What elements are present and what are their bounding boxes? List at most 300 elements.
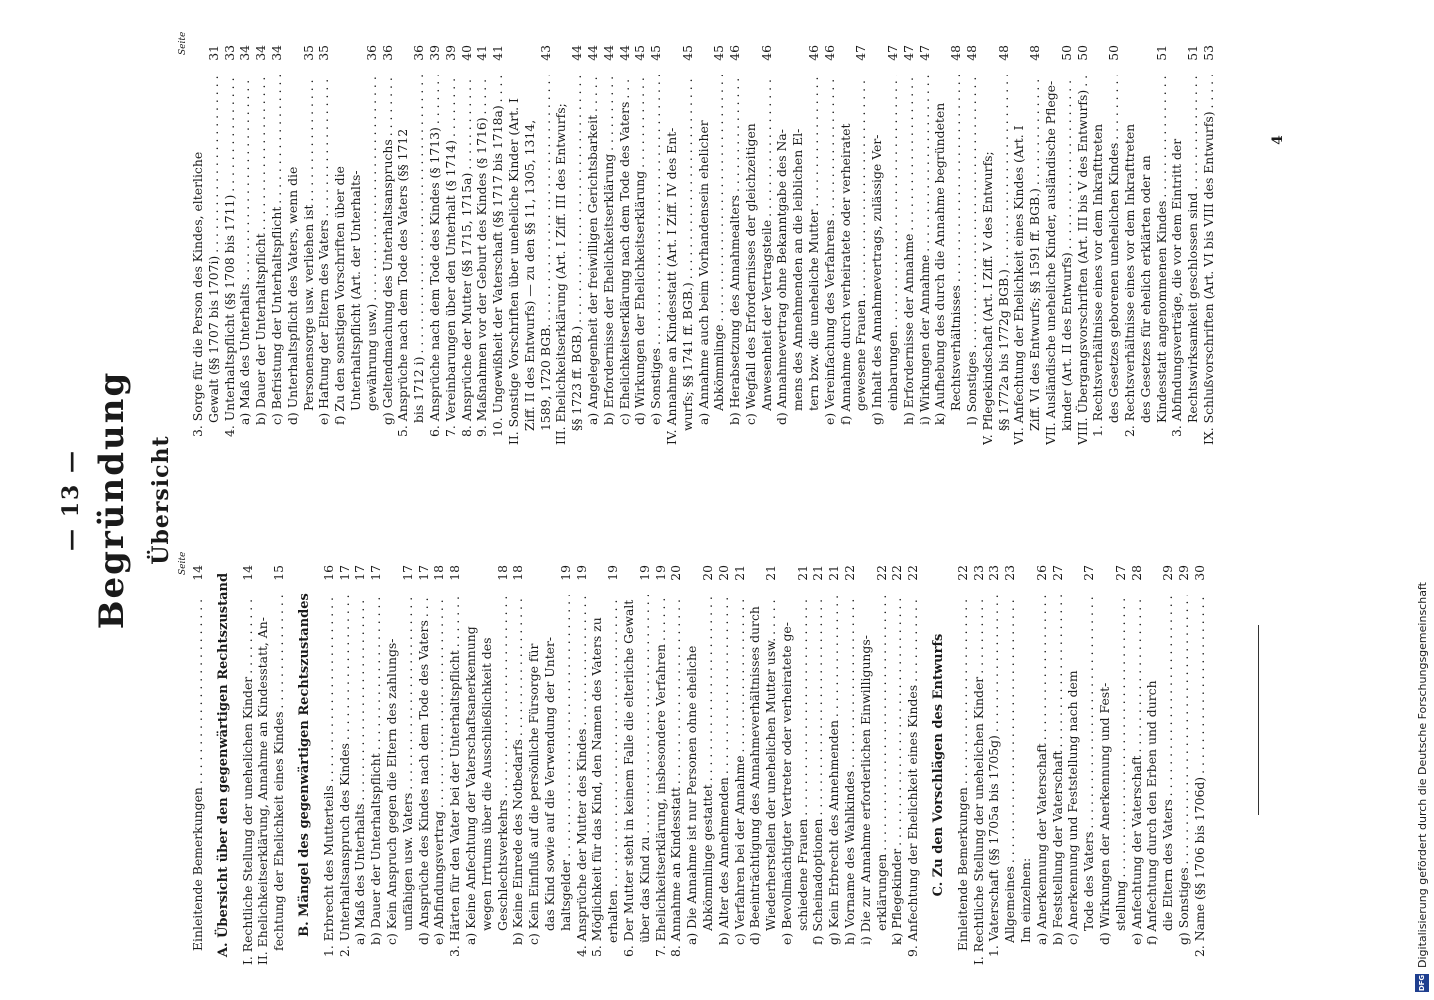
toc-entry xyxy=(474,45,490,445)
toc-entry-line: 3. Abfindungsverträge, die vor dem Eintritt der xyxy=(1169,138,1185,437)
toc-entry-line: des Gesetzes für ehelich erklärten oder an xyxy=(1137,155,1153,423)
toc-entry-line: c) Wegfall des Erfordernisses der gleichzeitigen xyxy=(742,123,758,425)
toc-entry-page: 40 xyxy=(458,45,474,61)
toc-entry-title: Geschlechtsverkehrs . . . xyxy=(495,595,511,931)
toc-entry xyxy=(337,565,353,965)
toc-entry xyxy=(763,565,779,965)
toc-entry-title: §§ 1723 ff. BGB.) . . . xyxy=(569,75,585,431)
toc-entry-line: Unterhaltspflicht (Art. der Unterhalts- xyxy=(347,170,363,411)
toc-entry-line: e) Bevollmächtigter Vertreter oder verheiratete ge- xyxy=(778,622,794,945)
toc-entry-line: 3. Sorge für die Person des Kindes, elterliche xyxy=(190,151,205,437)
toc-entry-title: erklärungen . . . xyxy=(874,595,890,931)
toc-entry xyxy=(971,565,987,965)
toc-entry xyxy=(716,565,732,965)
toc-entry-title: §§ 1772a bis 1772g BGB.) . . . xyxy=(996,75,1012,431)
toc-entry xyxy=(253,45,269,445)
toc-entry-page: 35 xyxy=(316,45,332,61)
digitization-note xyxy=(1410,0,1434,1000)
toc-entry-page: 30 xyxy=(1191,565,1207,581)
toc-entry-page: 48 xyxy=(964,45,980,61)
toc-entry-page: 43 xyxy=(537,45,553,61)
toc-entry-title: 6. Ansprüche nach dem Tode des Kindes (§ 1713) . . . xyxy=(427,75,443,437)
toc-entry-title: c) Befristung der Unterhaltspflicht . . . xyxy=(269,75,285,425)
toc-entry xyxy=(648,45,664,445)
toc-entry xyxy=(632,45,648,445)
toc-entry-page: 23 xyxy=(970,565,986,581)
toc-entry xyxy=(901,45,917,445)
dfg-logo-icon: DFG xyxy=(1415,974,1429,992)
toc-entry-page: 50 xyxy=(1106,45,1122,61)
toc-entry xyxy=(538,45,554,445)
toc-entry xyxy=(1160,565,1176,965)
toc-entry-page: 51 xyxy=(1153,45,1169,61)
toc-entry-line: d) Beeinträchtigung des Annahmeverhältnisses durch xyxy=(747,606,763,945)
toc-entry-title: Allgemeines . . . xyxy=(1002,595,1018,943)
toc-entry xyxy=(206,45,222,445)
toc-entry-title: d) Wirkungen der Ehelichkeitserklärung . . . xyxy=(632,75,648,425)
toc-entry-line: d) Annahmevertrag ohne Bekanntgabe des Na- xyxy=(774,129,790,425)
toc-entry-page: 17 xyxy=(352,565,368,581)
toc-entry xyxy=(1129,565,1145,965)
toc-section-heading: A. Übersicht über den gegenwärtigen Rechtszustand xyxy=(215,572,231,958)
toc-entry-title: Einleitende Bemerkungen . . . xyxy=(190,595,206,951)
toc-entry xyxy=(443,45,459,445)
toc-entry-page: 26 xyxy=(1033,565,1049,581)
toc-entry-page: 50 xyxy=(1074,45,1090,61)
toc-entry xyxy=(1185,45,1201,445)
toc-entry-page: 27 xyxy=(1049,565,1065,581)
toc-entry-title: Abkömmlinge gestattet . . . xyxy=(700,595,716,931)
toc-entry-line: c) Kein Einfluß auf die persönliche Fürsorge für xyxy=(526,643,542,945)
toc-entry-page: 34 xyxy=(268,45,284,61)
toc-entry-title: 9. Anfechtung der Ehelichkeit eines Kindes . . . xyxy=(905,595,921,957)
toc-entry xyxy=(732,565,748,965)
toc-entry-title: 4. Unterhaltspflicht (§§ 1708 bis 1711) . . . xyxy=(222,75,238,437)
toc-entry-page: 51 xyxy=(1185,45,1201,61)
toc-entry xyxy=(1050,565,1066,965)
toc-entry-title: fechtung der Ehelichkeit eines Kindes . . . xyxy=(271,595,287,951)
toc-entry-title: wurfs; §§ 1741 ff. BGB.) . . . xyxy=(680,75,696,431)
toc-entry xyxy=(617,45,633,445)
toc-entry-page: 29 xyxy=(1176,565,1192,581)
toc-entry-title: 7. Ehelichkeitserklärung, insbesondere Verfahren . . . xyxy=(653,595,669,957)
toc-entry-title: Tode des Vaters . . . xyxy=(1081,595,1097,931)
toc-entry-title: Rechtswirksamkeit geschlossen sind . . . xyxy=(1185,75,1201,423)
toc-entry-title: h) Erfordernisse der Annahme . . . xyxy=(901,75,917,425)
toc-entry-page: 45 xyxy=(679,45,695,61)
toc-entry-title: des Gesetzes geborenen unehelichen Kindes . . . xyxy=(1106,75,1122,423)
toc-entry-line: g) Inhalt des Annahmevertrags, zulässige Ver- xyxy=(869,134,885,425)
toc-entry xyxy=(510,565,526,965)
toc-entry xyxy=(237,45,253,445)
toc-entry-page: 18 xyxy=(447,565,463,581)
toc-entry xyxy=(680,45,696,445)
toc-entry-page: 18 xyxy=(431,565,447,581)
toc-entry xyxy=(727,45,743,445)
toc-entry-line: d) Wirkungen der Anerkennung und Fest- xyxy=(1097,682,1113,945)
digitization-text: Digitalisierung gefördert durch die Deutsche Forschungsgemeinschaft xyxy=(1415,582,1429,968)
toc-entry xyxy=(601,45,617,445)
toc-entry-title: über das Kind zu . . . xyxy=(637,595,653,943)
toc-entry-page: 45 xyxy=(648,45,664,61)
toc-entry-title: 9. Maßnahmen vor der Geburt des Kindes (§ 1716) . . . xyxy=(474,75,490,437)
toc-entry xyxy=(416,565,432,965)
toc-entry xyxy=(711,45,727,445)
toc-entry-line: wegen Irrtums über die Ausschließlichkeit des xyxy=(478,637,494,931)
column-divider-line xyxy=(1258,625,1259,815)
toc-entry-title: b) Keine Einrede des Notbedarfs . . . xyxy=(510,595,526,945)
toc-entry-title: l) Sonstiges . . . xyxy=(964,75,980,425)
toc-entry-title: Einleitende Bemerkungen . . . xyxy=(955,595,971,951)
toc-entry-line: 5. Ansprüche nach dem Tode des Vaters (§§ 1712 xyxy=(395,128,411,437)
toc-entry xyxy=(964,45,980,445)
toc-entry-page: 41 xyxy=(474,45,490,61)
toc-column-right xyxy=(190,45,1217,445)
toc-entry-line: c) Kein Anspruch gegen die Eltern des zahlungs- xyxy=(383,638,399,945)
toc-entry xyxy=(269,45,285,445)
toc-entry-title: 1. Erbrecht des Mutterteils . . . xyxy=(321,595,337,957)
toc-section-heading: C. Zu den Vorschlägen des Entwurfs xyxy=(931,633,947,897)
toc-entry-page: 22 xyxy=(905,565,921,581)
toc-entry xyxy=(569,45,585,445)
toc-entry xyxy=(955,565,971,965)
toc-entry-title: b) Dauer der Unterhaltspflicht . . . xyxy=(368,595,384,945)
toc-entry-page: 47 xyxy=(900,45,916,61)
toc-entry-page: 19 xyxy=(573,565,589,581)
toc-entry xyxy=(853,45,869,445)
toc-entry-page: 41 xyxy=(490,45,506,61)
toc-entry-page: 34 xyxy=(253,45,269,61)
toc-entry-page: 36 xyxy=(379,45,395,61)
toc-entry-title: f) Scheinadoptionen . . . xyxy=(810,595,826,945)
toc-entry-title: a) Angelegenheit der freiwilligen Gerichtsbarkeit . . . xyxy=(585,75,601,425)
toc-entry-title: b) Dauer der Unterhaltspflicht . . . xyxy=(253,75,269,425)
toc-entry-page: 45 xyxy=(711,45,727,61)
toc-entry-title: kinder (Art. II des Entwurfs) . . . xyxy=(1059,75,1075,431)
toc-entry xyxy=(996,45,1012,445)
toc-entry xyxy=(1176,565,1192,965)
toc-entry-title: e) Vereinfachung des Verfahrens . . . xyxy=(822,75,838,425)
toc-entry-title: 2. Name (§§ 1706 bis 1706d) . . . xyxy=(1192,595,1208,957)
toc-entry-title: b) Erfordernisse der Ehelichkeitserklärung . . . xyxy=(601,75,617,425)
seite-label-left: Seite xyxy=(178,551,188,575)
toc-entry-page: 47 xyxy=(853,45,869,61)
toc-entry-page: 44 xyxy=(600,45,616,61)
toc-entry-line: II. Ehelichkeitserklärung, Annahme an Kindesstatt, An- xyxy=(255,617,271,965)
toc-entry-page: 17 xyxy=(415,565,431,581)
toc-entry-title: h) Vorname des Wahlkindes . . . xyxy=(842,595,858,945)
toc-entry-page: 19 xyxy=(605,565,621,581)
toc-entry-title: IX. Schlußvorschriften (Art. VI bis VIII des Entwurfs) . . . xyxy=(1201,75,1217,445)
toc-entry xyxy=(605,565,621,965)
toc-entry xyxy=(948,45,964,445)
toc-entry-page: 46 xyxy=(727,45,743,61)
toc-entry xyxy=(810,565,826,965)
toc-entry-page: 20 xyxy=(699,565,715,581)
toc-entry-title: 3. Härten für den Vater bei der Unterhaltspflicht . . . xyxy=(447,595,463,957)
toc-entry-line: Ziff. II des Entwurfs) — zu den §§ 11, 1305, 1314, xyxy=(521,119,537,431)
toc-entry-line: f) Zu den sonstigen Vorschriften über die xyxy=(332,166,348,425)
toc-entry xyxy=(1027,45,1043,445)
seite-label-right: Seite xyxy=(178,31,188,55)
toc-entry xyxy=(1075,45,1091,445)
toc-entry-page: 18 xyxy=(510,565,526,581)
toc-entry-page: 28 xyxy=(1128,565,1144,581)
toc-entry-title: Ziff. VI des Entwurfs; §§ 1591 ff. BGB.) . . . xyxy=(1027,75,1043,431)
toc-entry-page: 31 xyxy=(205,45,221,61)
toc-entry-title: b) Herabsetzung des Annahmealters . . . xyxy=(727,75,743,425)
toc-entry-page: 15 xyxy=(271,565,287,581)
toc-entry-title: 8. Ansprüche der Mutter (§§ 1715, 1715a) . . . xyxy=(459,75,475,437)
toc-entry-page: 48 xyxy=(948,45,964,61)
toc-entry xyxy=(905,565,921,965)
page-subtitle: Übersicht xyxy=(148,435,174,565)
toc-entry-title: d) Ansprüche des Kindes nach dem Tode des Vaters . . . xyxy=(416,595,432,945)
toc-entry-line: das Kind sowie auf die Verwendung der Unter- xyxy=(541,636,557,931)
toc-entry xyxy=(889,565,905,965)
toc-entry xyxy=(826,565,842,965)
toc-entry-title: gewesene Frauen . . . xyxy=(853,75,869,411)
toc-entry-title: 2. Unterhaltsanspruch des Kindes . . . xyxy=(337,595,353,957)
toc-entry-line: 5. Möglichkeit für das Kind, den Namen des Vaters zu xyxy=(589,617,605,957)
toc-entry-title: bis 1712 i) . . . xyxy=(411,75,427,423)
toc-entry xyxy=(700,565,716,965)
toc-entry-title: Kindesstatt angenommenen Kindes . . . xyxy=(1154,75,1170,423)
toc-entry xyxy=(301,45,317,445)
toc-entry-page: 48 xyxy=(995,45,1011,61)
toc-entry-line: i) Die zur Annahme erforderlichen Einwilligungs- xyxy=(857,635,873,945)
toc-entry-page: 21 xyxy=(731,565,747,581)
toc-entry-page: 29 xyxy=(1160,565,1176,581)
toc-entry-title: erhalten . . . xyxy=(605,595,621,943)
toc-entry xyxy=(986,565,1002,965)
toc-entry-page: 14 xyxy=(239,565,255,581)
toc-entry-title: e) Abfindungsvertrag . . . xyxy=(431,595,447,945)
toc-entry xyxy=(316,45,332,445)
toc-entry xyxy=(885,45,901,445)
page-header: — 13 — xyxy=(58,449,84,551)
page-title: Begründung xyxy=(92,370,132,630)
toc-entry xyxy=(1192,565,1208,965)
toc-entry-line: II. Sonstige Vorschriften über uneheliche Kinder (Art. I xyxy=(505,98,521,445)
toc-entry-page: 17 xyxy=(368,565,384,581)
toc-entry-title: gewährung usw.) . . . xyxy=(364,75,380,411)
toc-entry-title: einbarungen . . . xyxy=(885,75,901,411)
toc-entry-line: k) Aufhebung des durch die Annahme begründeten xyxy=(932,102,948,425)
toc-entry-page: 46 xyxy=(806,45,822,61)
toc-entry-page: 21 xyxy=(810,565,826,581)
toc-entry-page: 19 xyxy=(557,565,573,581)
toc-entry xyxy=(411,45,427,445)
toc-entry-page: 39 xyxy=(442,45,458,61)
toc-entry xyxy=(1154,45,1170,445)
toc-entry-page: 18 xyxy=(494,565,510,581)
toc-entry xyxy=(1113,565,1129,965)
toc-entry-line: a) Annahme auch beim Vorhandensein ehelicher xyxy=(695,120,711,425)
toc-entry-page: 17 xyxy=(399,565,415,581)
toc-entry xyxy=(1059,45,1075,445)
toc-entry-title: a) Anerkennung der Vaterschaft . . . xyxy=(1034,595,1050,945)
toc-entry-page: 48 xyxy=(1027,45,1043,61)
toc-entry-title: I. Rechtliche Stellung der unehelichen Kinder . . . xyxy=(971,595,987,965)
toc-entry-title: e) Haftung der Eltern des Vaters . . . xyxy=(316,75,332,425)
toc-entry-page: 27 xyxy=(1081,565,1097,581)
toc-entry xyxy=(190,565,206,965)
toc-entry-title: Abkömmlinge . . . xyxy=(711,75,727,411)
toc-entry-title: k) Pflegekinder . . . xyxy=(889,595,905,945)
toc-entry-title: I. Rechtliche Stellung der unehelichen Kinder . . . xyxy=(240,595,256,965)
toc-entry-page: 20 xyxy=(668,565,684,581)
toc-entry xyxy=(1106,45,1122,445)
toc-entry-page: 20 xyxy=(715,565,731,581)
toc-entry-page: 19 xyxy=(652,565,668,581)
toc-entry-title: Wiederherstellen der unehelichen Mutter usw. . . . xyxy=(763,595,779,931)
toc-entry xyxy=(874,565,890,965)
toc-entry xyxy=(668,565,684,965)
toc-entry-page: 47 xyxy=(885,45,901,61)
toc-entry-page: 22 xyxy=(873,565,889,581)
toc-entry-title: die Eltern des Vaters . . . xyxy=(1160,595,1176,931)
toc-entry xyxy=(1201,45,1217,445)
toc-entry-line: 6. Der Mutter steht in keinem Falle die elterliche Gewalt xyxy=(620,599,636,957)
toc-entry-title: c) Verfahren bei der Annahme . . . xyxy=(732,595,748,945)
toc-entry xyxy=(431,565,447,965)
toc-entry-page: 39 xyxy=(426,45,442,61)
toc-entry-line: V. Pflegekindschaft (Art. I Ziff. V des Entwurfs; xyxy=(979,151,995,445)
toc-entry-line: VI. Anfechtung der Ehelichkeit eines Kindes (Art. I xyxy=(1011,125,1027,445)
toc-entry xyxy=(822,45,838,445)
toc-entry xyxy=(222,45,238,445)
toc-entry-title: stellung . . . xyxy=(1113,595,1129,931)
toc-entry-title: VIII. Übergangsvorschriften (Art. III bis V des Entwurfs) . . . xyxy=(1075,75,1091,445)
toc-entry-title: 7. Vereinbarungen über den Unterhalt (§ 1714) . . . xyxy=(443,75,459,437)
toc-entry xyxy=(585,45,601,445)
toc-entry-title: g) Geltendmachung des Unterhaltsanspruchs . . . xyxy=(380,75,396,425)
toc-entry-title: a) Maß des Unterhalts . . . xyxy=(237,75,253,425)
toc-entry-page: 46 xyxy=(821,45,837,61)
toc-entry xyxy=(459,45,475,445)
toc-entry xyxy=(352,565,368,965)
toc-entry-page: 21 xyxy=(794,565,810,581)
toc-entry-title: haltsgelder . . . xyxy=(558,595,574,931)
toc-entry-page: 53 xyxy=(1201,45,1216,61)
toc-entry-page: 14 xyxy=(190,565,205,581)
toc-entry xyxy=(637,565,653,965)
toc-entry xyxy=(364,45,380,445)
toc-entry xyxy=(917,45,933,445)
toc-entry xyxy=(271,565,287,965)
toc-entry-page: 36 xyxy=(411,45,427,61)
toc-entry-title: Gewalt (§§ 1707 bis 1707i) . . . xyxy=(206,75,222,423)
toc-entry-title: i) Wirkungen der Annahme . . . xyxy=(917,75,933,425)
toc-entry-line: III. Ehelichkeitserklärung (Art. I Ziff. III des Entwurfs; xyxy=(553,103,569,445)
toc-entry-page: 35 xyxy=(300,45,316,61)
toc-entry-page: 33 xyxy=(221,45,237,61)
toc-entry-title: e) Anfechtung der Vaterschaft . . . xyxy=(1129,595,1145,945)
toc-entry-page: 46 xyxy=(758,45,774,61)
toc-entry-title: g) Kein Erbrecht des Annehmenden . . . xyxy=(826,595,842,945)
toc-entry-page: 36 xyxy=(363,45,379,61)
toc-entry-title: c) Ehelichkeitserklärung nach dem Tode des Vaters . . . xyxy=(617,75,633,425)
toc-entry-line: 1. Rechtsverhältnisse eines vor dem Inkrafttreten xyxy=(1090,123,1106,437)
toc-entry-line: c) Anerkennung und Feststellung nach dem xyxy=(1065,670,1081,945)
toc-entry-line: f) Anfechtung durch den Erben und durch xyxy=(1144,680,1160,945)
toc-entry xyxy=(380,45,396,445)
toc-entry-page: 19 xyxy=(636,565,652,581)
toc-entry xyxy=(1081,565,1097,965)
toc-entry-title: 1589, 1720 BGB. . . . xyxy=(538,75,554,431)
toc-entry xyxy=(574,565,590,965)
toc-entry-title: b) Alter des Annehmenden . . . xyxy=(716,595,732,945)
toc-entry-line: f) Annahme durch verheiratete oder verheiratet xyxy=(837,123,853,425)
toc-entry-title: Rechtsverhältnisses . . . xyxy=(948,75,964,411)
toc-entry-page: 45 xyxy=(632,45,648,61)
toc-entry-title: Personensorge usw. verliehen ist . . . xyxy=(301,75,317,411)
toc-entry-title: unfähigen usw. Vaters . . . xyxy=(400,595,416,931)
toc-entry xyxy=(795,565,811,965)
toc-entry xyxy=(653,565,669,965)
toc-entry xyxy=(368,565,384,965)
toc-entry-title: g) Sonstiges . . . xyxy=(1176,595,1192,945)
toc-entry-line: 2. Rechtsverhältnisse eines vor dem Inkrafttreten xyxy=(1122,123,1138,437)
toc-entry-page: 17 xyxy=(336,565,352,581)
toc-entry-title: 8. Annahme an Kindesstatt . . . xyxy=(668,595,684,957)
toc-entry xyxy=(321,565,337,965)
toc-entry-title: 1. Vaterschaft (§§ 1705a bis 1705g) . . . xyxy=(986,595,1002,957)
toc-entry-title: Anwesenheit der Vertragsteile . . . xyxy=(759,75,775,411)
toc-entry-line: a) Keine Anfechtung der Vaterschaftsanerkennung xyxy=(462,626,478,945)
toc-entry-page: 47 xyxy=(916,45,932,61)
toc-entry-title: tern bzw. die uneheliche Mutter . . . xyxy=(806,75,822,411)
toc-entry-title: a) Maß des Unterhalts . . . xyxy=(352,595,368,945)
toc-entry xyxy=(447,565,463,965)
toc-entry-page: 23 xyxy=(1002,565,1018,581)
toc-entry xyxy=(495,565,511,965)
toc-entry-title: b) Feststellung der Vaterschaft . . . xyxy=(1050,595,1066,945)
toc-entry xyxy=(240,565,256,965)
toc-entry xyxy=(1034,565,1050,965)
toc-entry-page: 16 xyxy=(320,565,336,581)
toc-entry-page: 44 xyxy=(616,45,632,61)
toc-entry-title: 10. Ungewißheit der Vaterschaft (§§ 1717 bis 1718a) . . . xyxy=(490,75,506,437)
toc-entry xyxy=(759,45,775,445)
page-foot-number: 4 xyxy=(1270,135,1286,145)
toc-entry-title: e) Sonstiges . . . xyxy=(648,75,664,425)
toc-entry xyxy=(806,45,822,445)
toc-entry-line: IV. Annahme an Kindesstatt (Art. I Ziff. IV des Ent- xyxy=(663,127,679,445)
toc-entry-page: 34 xyxy=(237,45,253,61)
toc-entry xyxy=(558,565,574,965)
toc-entry-page: 22 xyxy=(889,565,905,581)
toc-column-left xyxy=(190,565,1208,965)
toc-entry-page: 44 xyxy=(584,45,600,61)
toc-entry xyxy=(490,45,506,445)
toc-entry-line: mens des Annehmenden an die leiblichen El- xyxy=(790,128,806,411)
toc-entry-line: d) Unterhaltspflicht des Vaters, wenn die xyxy=(284,166,300,425)
toc-entry-page: 21 xyxy=(763,565,779,581)
toc-entry xyxy=(1002,565,1018,965)
toc-entry-page: 22 xyxy=(842,565,858,581)
toc-entry xyxy=(427,45,443,445)
toc-entry-title: 4. Ansprüche der Mutter des Kindes . . . xyxy=(574,595,590,957)
toc-entry-page: 23 xyxy=(986,565,1002,581)
toc-entry-page: 27 xyxy=(1112,565,1128,581)
toc-entry-page: 50 xyxy=(1058,45,1074,61)
toc-entry-page: 22 xyxy=(954,565,970,581)
toc-entry-title: schiedene Frauen . . . xyxy=(795,595,811,931)
toc-entry-page: 21 xyxy=(826,565,842,581)
toc-section-heading: B. Mängel des gegenwärtigen Rechtszustandes xyxy=(296,593,312,937)
